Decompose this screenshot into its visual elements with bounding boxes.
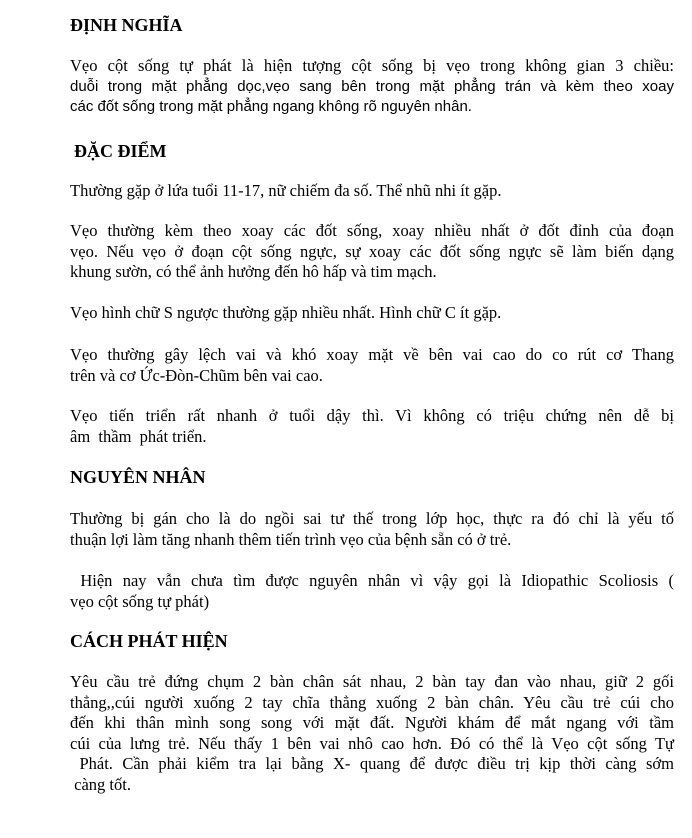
paragraph-characteristics-5 <box>70 406 674 447</box>
paragraph-detection <box>70 672 674 795</box>
text-line: khung sườn, có thể ảnh hưởng đến hô hấp và tim mạch. <box>70 262 437 281</box>
paragraph-definition <box>70 56 674 118</box>
text-line: thẳng,,cúi người xuống 2 tay chĩa thẳng xuống 2 bàn chân. Yêu cầu trẻ cúi cho <box>70 692 674 712</box>
text-line: vẹo cột sống tự phát) <box>70 591 210 611</box>
paragraph-characteristics-2 <box>70 221 674 283</box>
text-line: cúi của lưng trẻ. Nếu thấy 1 bên vai nhô cao hơn. Đó có thể là Vẹo cột sống Tự <box>70 733 674 753</box>
paragraph-characteristics-1 <box>70 181 674 202</box>
text-line: đến khi thân mình song song với mặt đất. Người khám để mắt ngang với tầm <box>70 713 674 732</box>
text-line: Phát. Cần phải kiểm tra lại bằng X- quang để được điều trị kịp thời càng sớm <box>70 754 674 773</box>
text-line: thuận lợi làm tăng nhanh thêm tiến trình vẹo của bệnh sẵn có ở trẻ. <box>70 529 512 549</box>
paragraph-cause-2 <box>70 571 674 612</box>
paragraph-characteristics-3 <box>70 303 674 324</box>
text-line: càng tốt. <box>70 774 131 794</box>
text-line: âm thầm phát triển. <box>70 426 207 446</box>
text-line: trên và cơ Ức-Đòn-Chũm bên vai cao. <box>70 365 323 385</box>
heading-detection: CÁCH PHÁT HIỆN <box>70 631 228 651</box>
paragraph-cause-1 <box>70 509 674 550</box>
text-line: Hiện nay vẫn chưa tìm được nguyên nhân vì vậy gọi là Idiopathic Scoliosis ( <box>70 571 674 590</box>
heading-cause: NGUYÊN NHÂN <box>70 467 206 487</box>
text-line: Vẹo thường gây lệch vai và khó xoay mặt về bên vai cao do co rút cơ Thang <box>70 345 674 364</box>
paragraph-characteristics-4 <box>70 345 674 386</box>
heading-characteristics: ĐẶC ĐIỂM <box>74 141 167 161</box>
text-line: Yêu cầu trẻ đứng chụm 2 bàn chân sát nhau, 2 bàn tay đan vào nhau, giữ 2 gối <box>70 672 674 691</box>
text-line: Thường bị gán cho là do ngồi sai tư thế trong lớp học, thực ra đó chỉ là yếu tố <box>70 509 674 528</box>
heading-definition: ĐỊNH NGHĨA <box>70 15 183 35</box>
text-line: Vẹo cột sống tự phát là hiện tượng cột sống bị vẹo trong không gian 3 chiều: <box>70 56 674 75</box>
text-line: các đốt sống trong mặt phẳng ngang không rõ nguyên nhân. <box>70 98 472 115</box>
text-line: Thường gặp ở lứa tuổi 11-17, nữ chiếm đa số. Thể nhũ nhi ít gặp. <box>70 181 502 200</box>
text-line: duỗi trong mặt phẳng dọc,vẹo sang bên trong mặt phẳng trán và kèm theo xoay <box>70 77 674 95</box>
text-line: vẹo. Nếu vẹo ở đoạn cột sống ngực, sự xoay các đốt sống ngực sẽ làm biến dạng <box>70 241 674 261</box>
text-line: Vẹo hình chữ S ngược thường gặp nhiều nhất. Hình chữ C ít gặp. <box>70 303 502 322</box>
text-line: Vẹo tiến triển rất nhanh ở tuổi dậy thì. Vì không có triệu chứng nên dễ bị <box>70 406 674 425</box>
text-line: Vẹo thường kèm theo xoay các đốt sống, xoay nhiều nhất ở đốt đỉnh của đoạn <box>70 221 674 240</box>
